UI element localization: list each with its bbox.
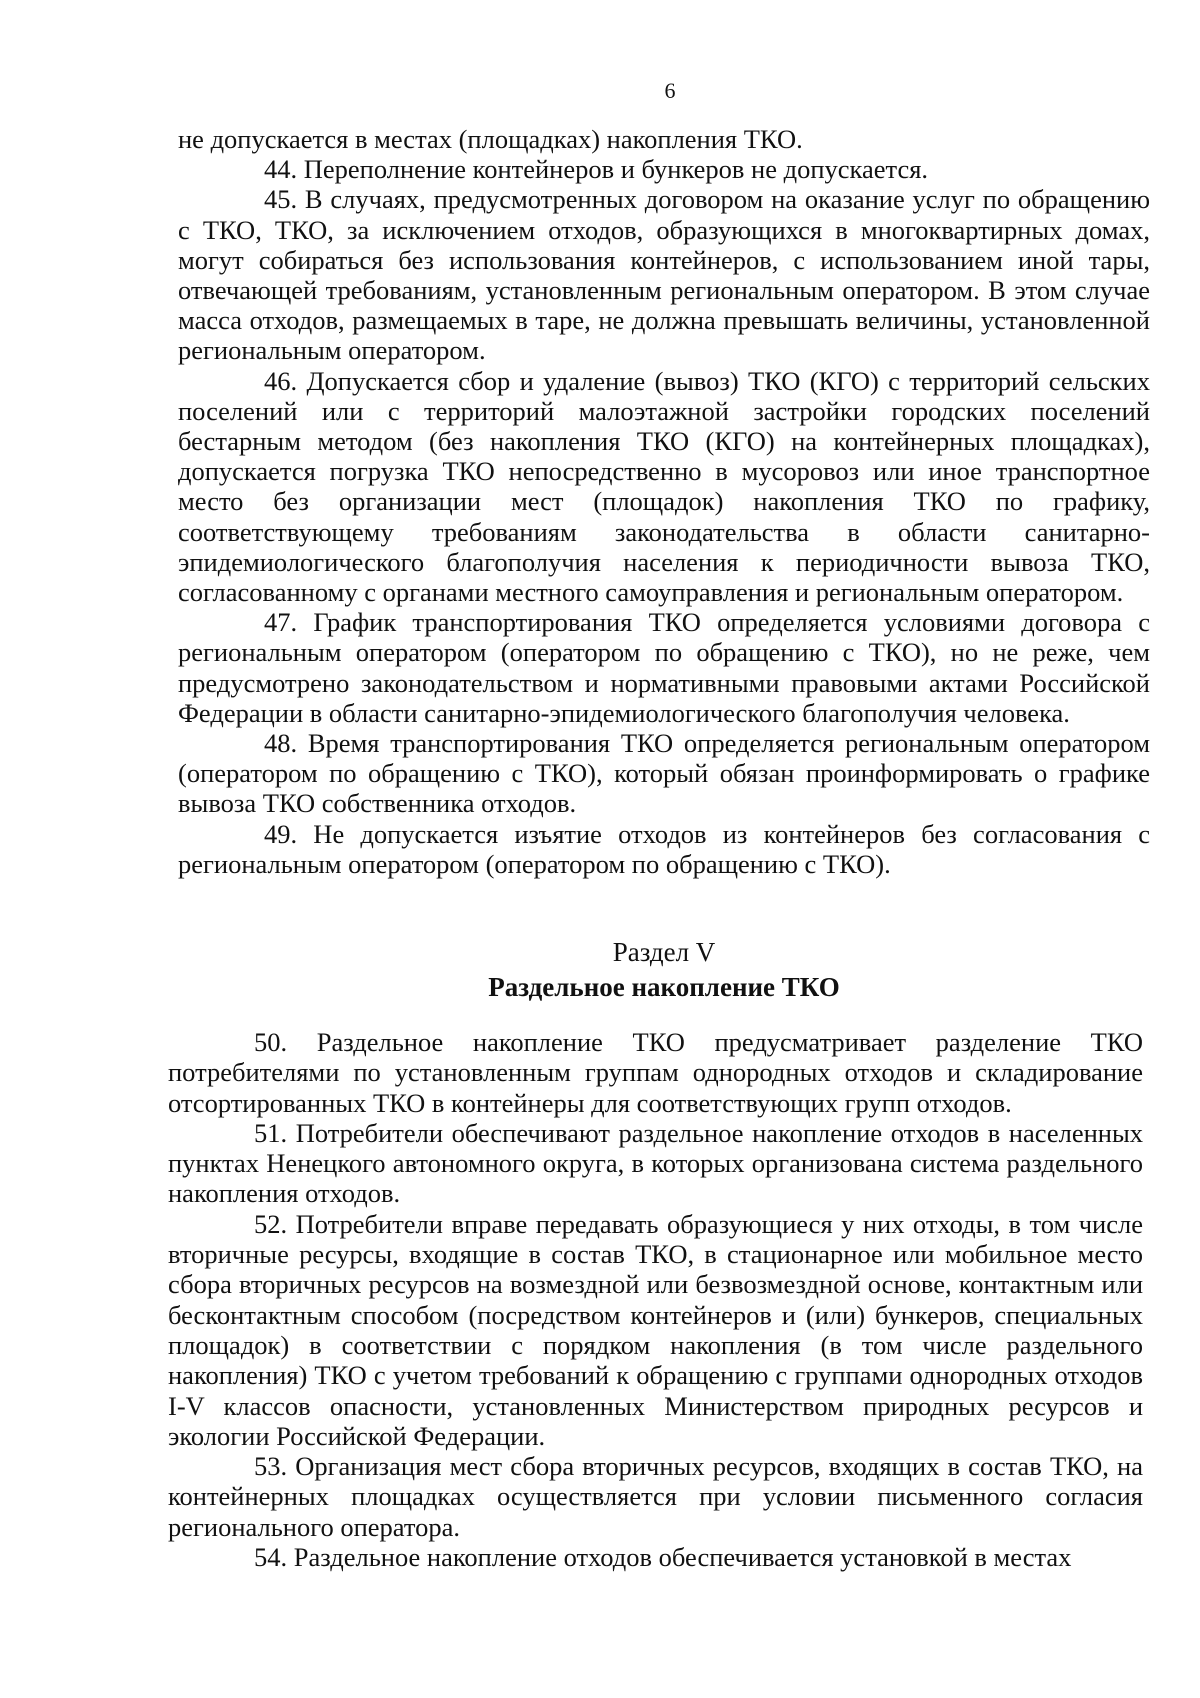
section-number: Раздел V (612, 937, 716, 967)
document-body-bottom (168, 1027, 1143, 1572)
paragraph-50: 50. Раздельное накопление ТКО предусматривает разделение ТКО потребителями по установленным группам однородных отходов и складирование отсортированных ТКО в контейнеры для соответствующих групп отходов. (168, 1027, 1143, 1118)
paragraph-49: 49. Не допускается изъятие отходов из контейнеров без согласования с региональным оператором (оператором по обращению с ТКО). (178, 818, 1150, 879)
paragraph-45: 45. В случаях, предусмотренных договором на оказание услуг по обращению с ТКО, ТКО, за исключением отходов, образующихся в многоквартирных домах, могут собираться без использования контейнеров, с использованием иной тары, отвечающей требованиям, установленным региональным оператором. В этом случае масса отходов, размещаемых в таре, не должна превышать величины, установленной региональным оператором. (178, 184, 1150, 366)
page-number: 6 (664, 78, 676, 103)
section-title: Раздельное накопление ТКО (488, 972, 840, 1002)
paragraph-52: 52. Потребители вправе передавать образующиеся у них отходы, в том числе вторичные ресурсы, входящие в состав ТКО, в стационарное или мобильное место сбора вторичных ресурсов на возмездной или безвозмездной основе, контактным или бесконтактным способом (посредством контейнеров и (или) бункеров, специальных площадок) в соответствии с порядком накопления (в том числе раздельного накопления) ТКО с учетом требований к обращению с группами однородных отходов I-V классов опасности, установленных Министерством природных ресурсов и экологии Российской Федерации. (168, 1208, 1143, 1451)
paragraph-46: 46. Допускается сбор и удаление (вывоз) ТКО (КГО) с территорий сельских поселений или с территорий малоэтажной застройки городских поселений бестарным методом (без накопления ТКО (КГО) на контейнерных площадках), допускается погрузка ТКО непосредственно в мусоровоз или иное транспортное место без организации мест (площадок) накопления ТКО по графику, соответствующему требованиям законодательства в области санитарно-эпидемиологического благополучия населения к периодичности вывоза ТКО, согласованному с органами местного самоуправления и региональным оператором. (178, 365, 1150, 608)
paragraph-48: 48. Время транспортирования ТКО определяется региональным оператором (оператором по обращению с ТКО), который обязан проинформировать о графике вывоза ТКО собственника отходов. (178, 728, 1150, 819)
paragraph-44: 44. Переполнение контейнеров и бункеров не допускается. (264, 154, 929, 185)
paragraph-47: 47. График транспортирования ТКО определяется условиями договора с региональным оператором (оператором по обращению с ТКО), но не реже, чем предусмотрено законодательством и нормативными правовыми актами Российской Федерации в области санитарно-эпидемиологического благополучия человека. (178, 607, 1150, 728)
paragraph-54: 54. Раздельное накопление отходов обеспечивается установкой в местах (254, 1542, 1072, 1573)
section-heading (178, 935, 1150, 1005)
paragraph-continuation: не допускается в местах (площадках) накопления ТКО. (178, 124, 803, 154)
paragraph-53: 53. Организация мест сбора вторичных ресурсов, входящих в состав ТКО, на контейнерных площадках осуществляется при условии письменного согласия регионального оператора. (168, 1451, 1143, 1542)
document-body-top (178, 124, 1150, 879)
paragraph-51: 51. Потребители обеспечивают раздельное накопление отходов в населенных пунктах Ненецкого автономного округа, в которых организована система раздельного накопления отходов. (168, 1117, 1143, 1209)
